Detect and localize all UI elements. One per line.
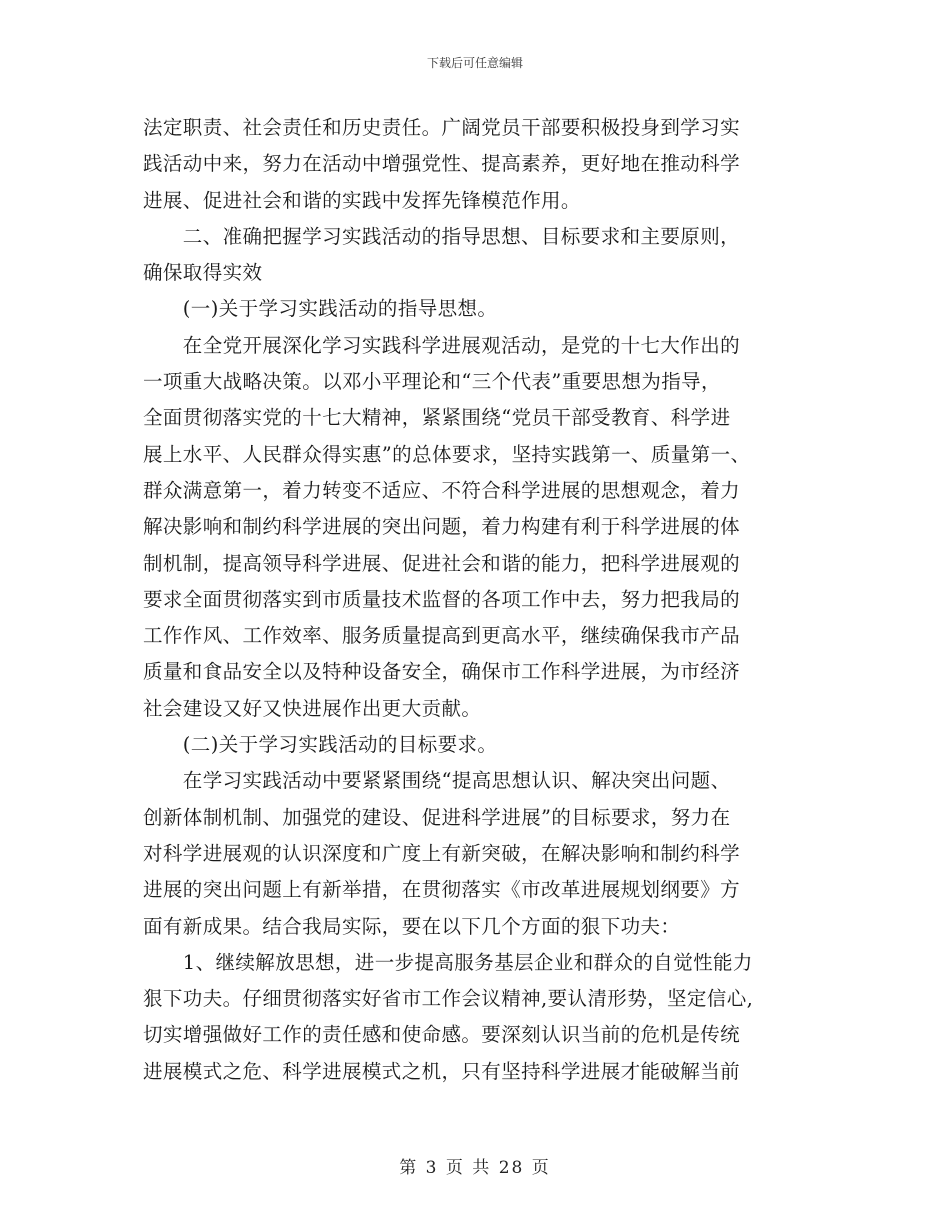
- text-line: 质量和食品安全以及特种设备安全，确保市工作科学进展，为市经济: [143, 660, 741, 684]
- text-line: 进展的突出问题上有新举措，在贯彻落实《市改革进展规划纲要》方: [143, 878, 741, 902]
- text-line: 群众满意第一，着力转变不适应、不符合科学进展的思想观念，着力: [143, 478, 741, 502]
- text-line: 全面贯彻落实党的十七大精神，紧紧围绕“党员干部受教育、科学进: [143, 406, 731, 430]
- text-line: (一)关于学习实践活动的指导思想。: [143, 297, 498, 321]
- text-line: 切实增强做好工作的责任感和使命感。要深刻认识当前的危机是传统: [143, 1023, 741, 1047]
- page-number-footer: 第 3 页 共 28 页: [399, 1158, 551, 1178]
- text-line: 面有新成果。结合我局实际，要在以下几个方面的狠下功夫：: [143, 914, 681, 938]
- text-line: 对科学进展观的认识深度和广度上有新突破，在解决影响和制约科学: [143, 841, 741, 865]
- text-line: 工作作风、工作效率、服务质量提高到更高水平，继续确保我市产品: [143, 624, 741, 648]
- text-line: 一项重大战略决策。以邓小平理论和“三个代表”重要思想为指导，: [143, 370, 721, 394]
- body-text: [143, 110, 803, 1090]
- text-line: 1、继续解放思想，进一步提高服务基层企业和群众的自觉性能力: [143, 950, 753, 974]
- text-line: (二)关于学习实践活动的目标要求。: [143, 733, 498, 757]
- text-line: 进展、促进社会和谐的实践中发挥先锋模范作用。: [143, 188, 581, 212]
- text-line: 展上水平、人民群众得实惠”的总体要求，坚持实践第一、质量第一、: [143, 442, 751, 466]
- text-line: 创新体制机制、加强党的建设、促进科学进展”的目标要求，努力在: [143, 805, 731, 829]
- text-line: 要求全面贯彻落实到市质量技术监督的各项工作中去，努力把我局的: [143, 587, 741, 611]
- text-line: 进展模式之危、科学进展模式之机，只有坚持科学进展才能破解当前: [143, 1059, 741, 1083]
- text-line: 践活动中来，努力在活动中增强党性、提高素养，更好地在推动科学: [143, 152, 741, 176]
- text-line: 在全党开展深化学习实践科学进展观活动，是党的十七大作出的: [143, 333, 741, 357]
- text-line: 在学习实践活动中要紧紧围绕“提高思想认识、解决突出问题、: [143, 769, 731, 793]
- text-line: 狠下功夫。仔细贯彻落实好省市工作会议精神,要认清形势，坚定信心,: [143, 987, 754, 1011]
- text-line: 制机制，提高领导科学进展、促进社会和谐的能力，把科学进展观的: [143, 551, 741, 575]
- text-line: 确保取得实效: [143, 261, 263, 285]
- text-line: 解决影响和制约科学进展的突出问题，着力构建有利于科学进展的体: [143, 515, 741, 539]
- header-note: 下载后可任意编辑: [426, 56, 523, 70]
- text-line: 二、准确把握学习实践活动的指导思想、目标要求和主要原则，: [143, 224, 741, 248]
- text-line: 社会建设又好又快进展作出更大贡献。: [143, 696, 482, 720]
- text-line: 法定职责、社会责任和历史责任。广阔党员干部要积极投身到学习实: [143, 116, 741, 139]
